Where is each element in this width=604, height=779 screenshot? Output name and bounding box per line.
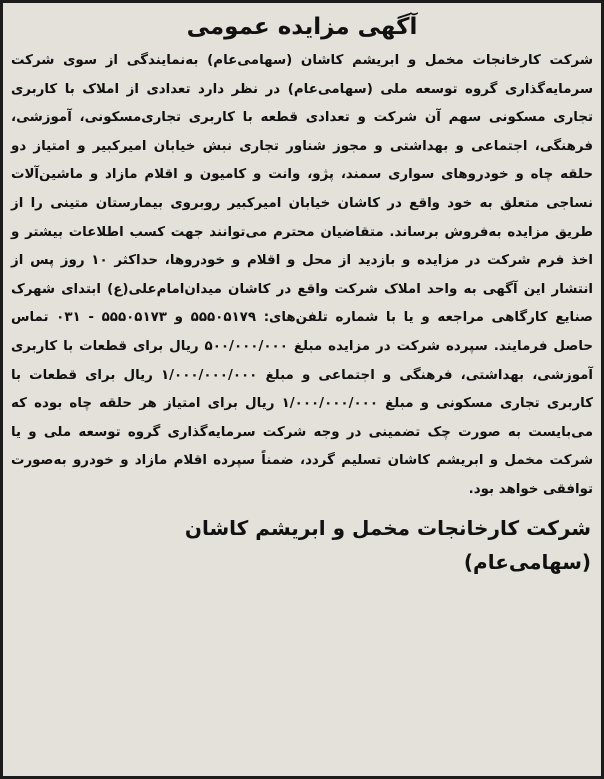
signature-company-type: (سهامی‌عام): [463, 549, 591, 574]
notice-content: [9, 7, 595, 772]
notice-signature: [9, 511, 595, 579]
notice-body: شرکت کارخانجات مخمل و ابریشم کاشان (سهامی‌عام) به‌نمایندگی از سوی شرکت سرمایه‌گذاری گروه توسعه ملی (سهامی‌عام) در نظر دارد تعدادی از املاک با کاربری تجاری مسکونی سهم آن شرکت و تعدادی قطعه با کاربری تجاری‌مسکونی، آموزشی، فرهنگی، اجتماعی و بهداشتی و مجوز شناور تجاری نبش خیابان امیرکبیر و امتیاز دو حلقه چاه و خودروهای سواری سمند، پژو، وانت و کامیون و اقلام مازاد و ماشین‌آلات نساجی متعلق به خود واقع در کاشان خیابان امیرکبیر روبروی بیمارستان متینی را از طریق مزایده به‌فروش برساند. متقاضیان محترم می‌توانند جهت کسب اطلاعات بیشتر و اخذ فرم شرکت در مزایده و بازدید از محل و اقلام و خودروها، حداکثر ۱۰ روز پس از انتشار این آگهی به واحد املاک شرکت واقع در کاشان میدان‌امام‌علی(ع) ابتدای شهرک صنایع کارگاهی مراجعه و یا با شماره تلفن‌های: ۵۵۵۰۵۱۷۹ و ۵۵۵۰۵۱۷۳ - ۰۳۱ تماس حاصل فرمایند. سپرده شرکت در مزایده مبلغ ۵۰۰/۰۰۰/۰۰۰ ریال برای قطعات با کاربری آموزشی، بهداشتی، فرهنگی و اجتماعی و مبلغ ۱/۰۰۰/۰۰۰/۰۰۰ ریال برای قطعات با کاربری تجاری مسکونی و مبلغ ۱/۰۰۰/۰۰۰/۰۰۰ ریال برای امتیاز هر حلقه چاه بوده که می‌بایست به صورت چک تضمینی در وجه شرکت سرمایه‌گذاری گروه توسعه ملی و یا شرکت مخمل و ابریشم کاشان تسلیم گردد، ضمناً سپرده اقلام مازاد و خودرو به‌صورت توافقی خواهد بود.: [11, 53, 594, 497]
signature-company-name: شرکت کارخانجات مخمل و ابریشم کاشان: [184, 515, 591, 540]
notice-title: آگهی مزایده عمومی: [186, 14, 418, 40]
